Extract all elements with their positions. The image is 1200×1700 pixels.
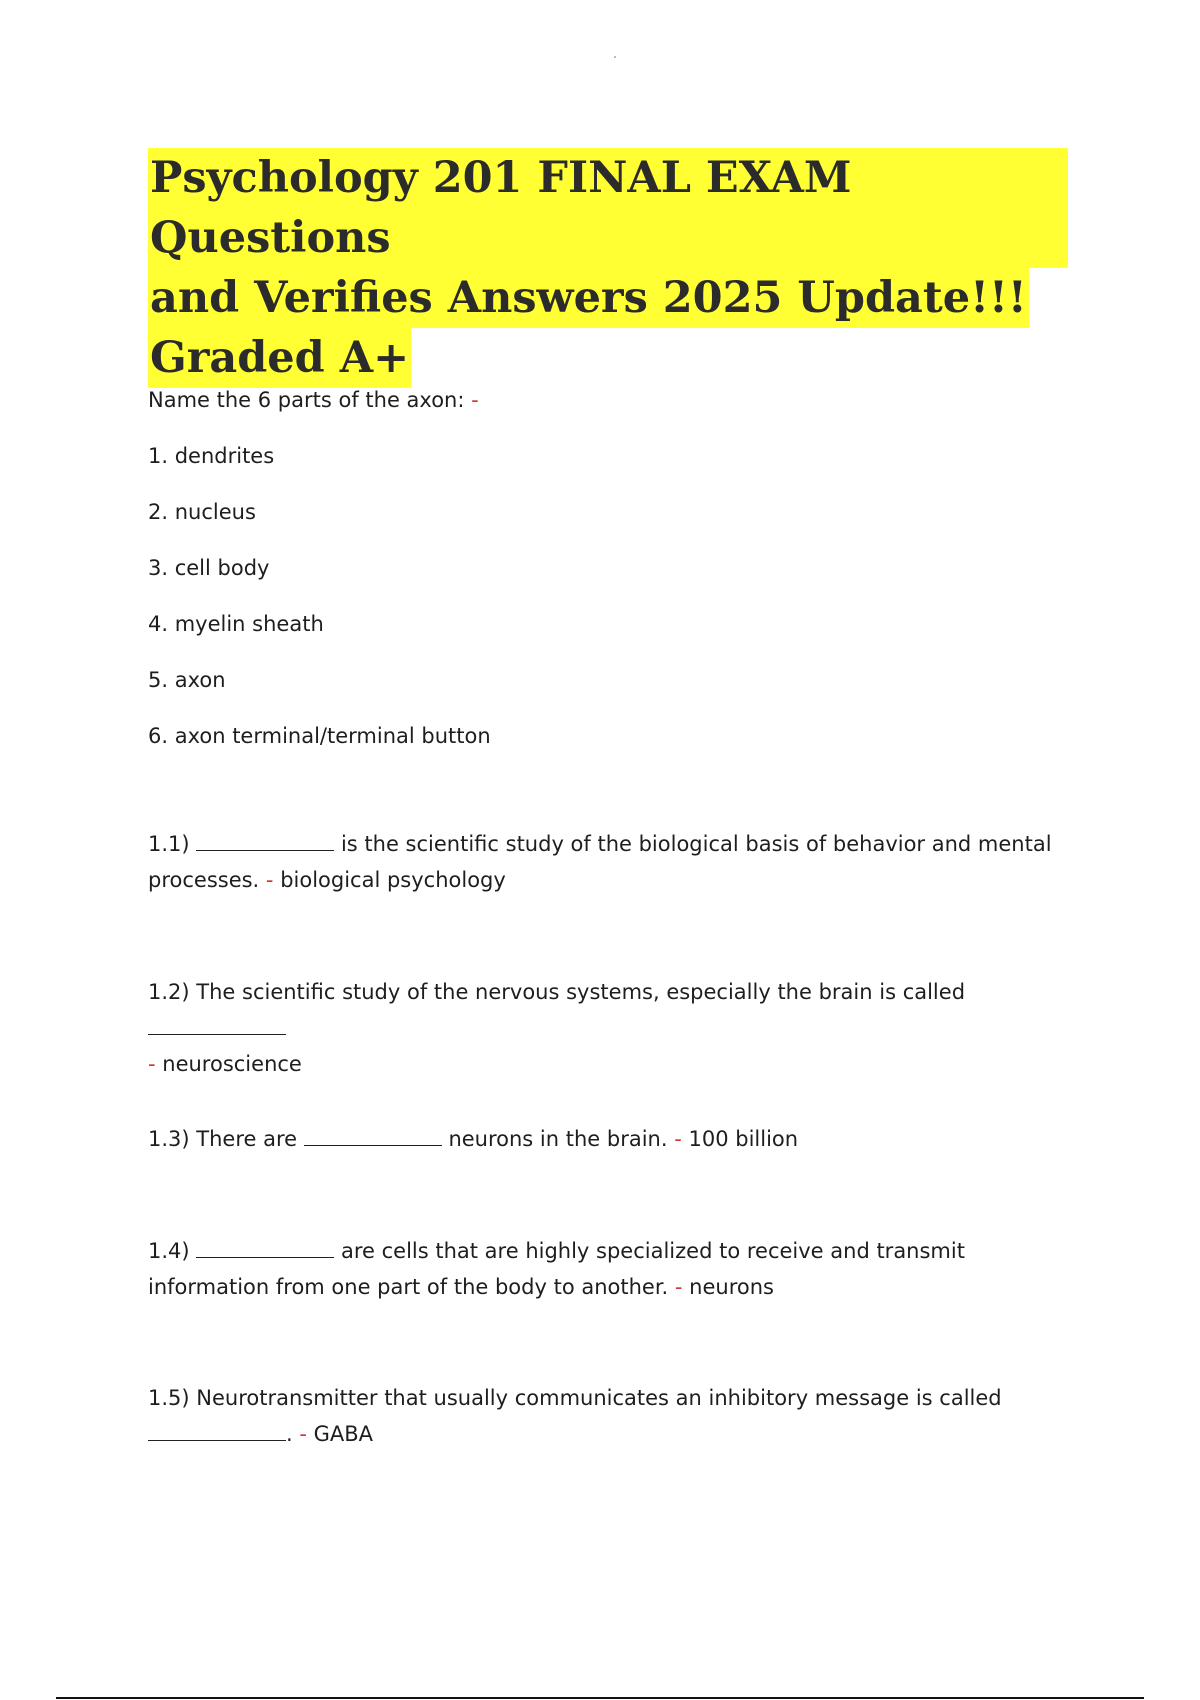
question-prefix: 1.4): [148, 1239, 190, 1263]
answer-blank: [148, 1016, 286, 1035]
answer-text: biological psychology: [280, 868, 506, 892]
list-item: 1. dendrites: [148, 444, 275, 468]
answer-text: 100 billion: [688, 1127, 799, 1151]
answer-separator: -: [674, 1275, 683, 1299]
question-1-5: [148, 1380, 1088, 1452]
list-item: 2. nucleus: [148, 500, 256, 524]
question-suffix: is the scientific study of the biological basis of behavior and mental processes.: [148, 832, 1052, 892]
question-prefix: 1.2) The scientific study of the nervous systems, especially the brain is called: [148, 980, 966, 1004]
footer-rule: [56, 1697, 1144, 1699]
title-line-2: and Verifies Answers 2025 Update!!!: [148, 268, 1029, 328]
answer-separator: -: [471, 388, 479, 412]
question-suffix: neurons in the brain.: [448, 1127, 668, 1151]
answer-text: neuroscience: [162, 1052, 302, 1076]
question-1-3: [148, 1121, 1088, 1157]
list-item: 3. cell body: [148, 556, 270, 580]
title-line-1: Psychology 201 FINAL EXAM Questions: [148, 148, 1068, 268]
page-mark: [614, 56, 616, 58]
answer-text: GABA: [313, 1422, 374, 1446]
list-item: 6. axon terminal/terminal button: [148, 724, 491, 748]
question-axon-parts: [148, 388, 479, 412]
list-item: 5. axon: [148, 668, 226, 692]
question-prefix: 1.5) Neurotransmitter that usually communicates an inhibitory message is called: [148, 1386, 1002, 1410]
answer-separator: -: [674, 1127, 682, 1151]
title-line-3: Graded A+: [148, 328, 411, 388]
answer-separator: -: [148, 1052, 156, 1076]
answer-blank: [196, 832, 334, 851]
axon-parts-list: [148, 444, 491, 780]
question-1-4: [148, 1233, 1088, 1305]
answer-blank: [304, 1127, 442, 1146]
question-prefix: 1.1): [148, 832, 190, 856]
answer-text: neurons: [689, 1275, 774, 1299]
answer-blank: [148, 1422, 286, 1441]
question-prefix: 1.3) There are: [148, 1127, 298, 1151]
question-1-1: [148, 826, 1088, 898]
question-text: Name the 6 parts of the axon:: [148, 388, 465, 412]
document-title: [148, 148, 1068, 388]
answer-separator: -: [299, 1422, 307, 1446]
question-suffix: .: [286, 1422, 293, 1446]
answer-separator: -: [265, 868, 274, 892]
list-item: 4. myelin sheath: [148, 612, 324, 636]
question-suffix: are cells that are highly specialized to receive and transmit information from one part of the body to another.: [148, 1239, 965, 1299]
question-1-2: [148, 974, 1088, 1082]
answer-blank: [196, 1239, 334, 1258]
